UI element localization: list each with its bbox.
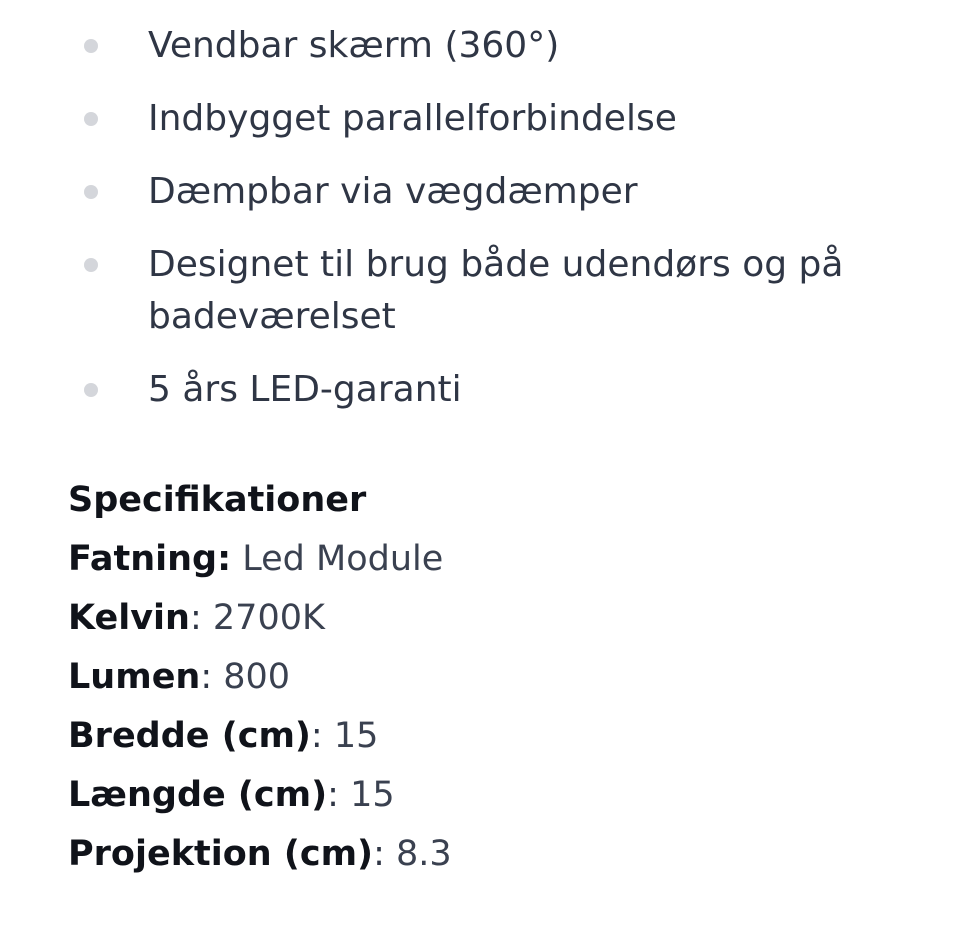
spec-key: Længde (cm) xyxy=(68,775,328,815)
bullet-icon xyxy=(84,185,98,199)
spec-key: Lumen xyxy=(68,657,201,697)
bullet-icon xyxy=(84,258,98,272)
spec-value: 8.3 xyxy=(395,834,452,874)
feature-text: 5 års LED-garanti xyxy=(148,369,462,410)
spec-separator: : xyxy=(327,775,351,815)
spec-key: Bredde (cm) xyxy=(68,716,311,756)
spec-row-bredde xyxy=(68,707,928,766)
specifications-section xyxy=(68,471,928,884)
spec-row-lumen xyxy=(68,648,928,707)
feature-text: Designet til brug både udendørs og på badeværelset xyxy=(148,244,844,337)
feature-text: Dæmpbar via vægdæmper xyxy=(148,171,638,212)
spec-row-projektion xyxy=(68,825,928,884)
spec-row-fatning xyxy=(68,530,928,589)
bullet-icon xyxy=(84,39,98,53)
spec-separator: : xyxy=(200,657,224,697)
spec-row-kelvin xyxy=(68,589,928,648)
specifications-heading: Specifikationer xyxy=(68,480,367,520)
spec-value: 800 xyxy=(223,657,291,697)
spec-separator: : xyxy=(373,834,396,874)
feature-item xyxy=(0,364,960,416)
spec-value: 15 xyxy=(333,716,379,756)
bullet-icon xyxy=(84,112,98,126)
bullet-icon xyxy=(84,383,98,397)
feature-text: Indbygget parallelforbindelse xyxy=(148,98,677,139)
spec-row-laengde xyxy=(68,766,928,825)
spec-key: Fatning: xyxy=(68,539,232,579)
spec-separator: : xyxy=(189,598,213,638)
feature-item xyxy=(0,239,960,343)
feature-text: Vendbar skærm (360°) xyxy=(148,25,560,66)
feature-item xyxy=(0,166,960,218)
spec-separator: : xyxy=(310,716,334,756)
spec-separator xyxy=(231,539,242,579)
feature-item xyxy=(0,20,960,72)
spec-key: Projektion (cm) xyxy=(68,834,374,874)
spec-value: Led Module xyxy=(242,539,444,579)
spec-key: Kelvin xyxy=(68,598,190,638)
spec-value: 15 xyxy=(350,775,395,815)
feature-item xyxy=(0,93,960,145)
feature-list xyxy=(0,20,960,437)
spec-value: 2700K xyxy=(212,598,325,638)
